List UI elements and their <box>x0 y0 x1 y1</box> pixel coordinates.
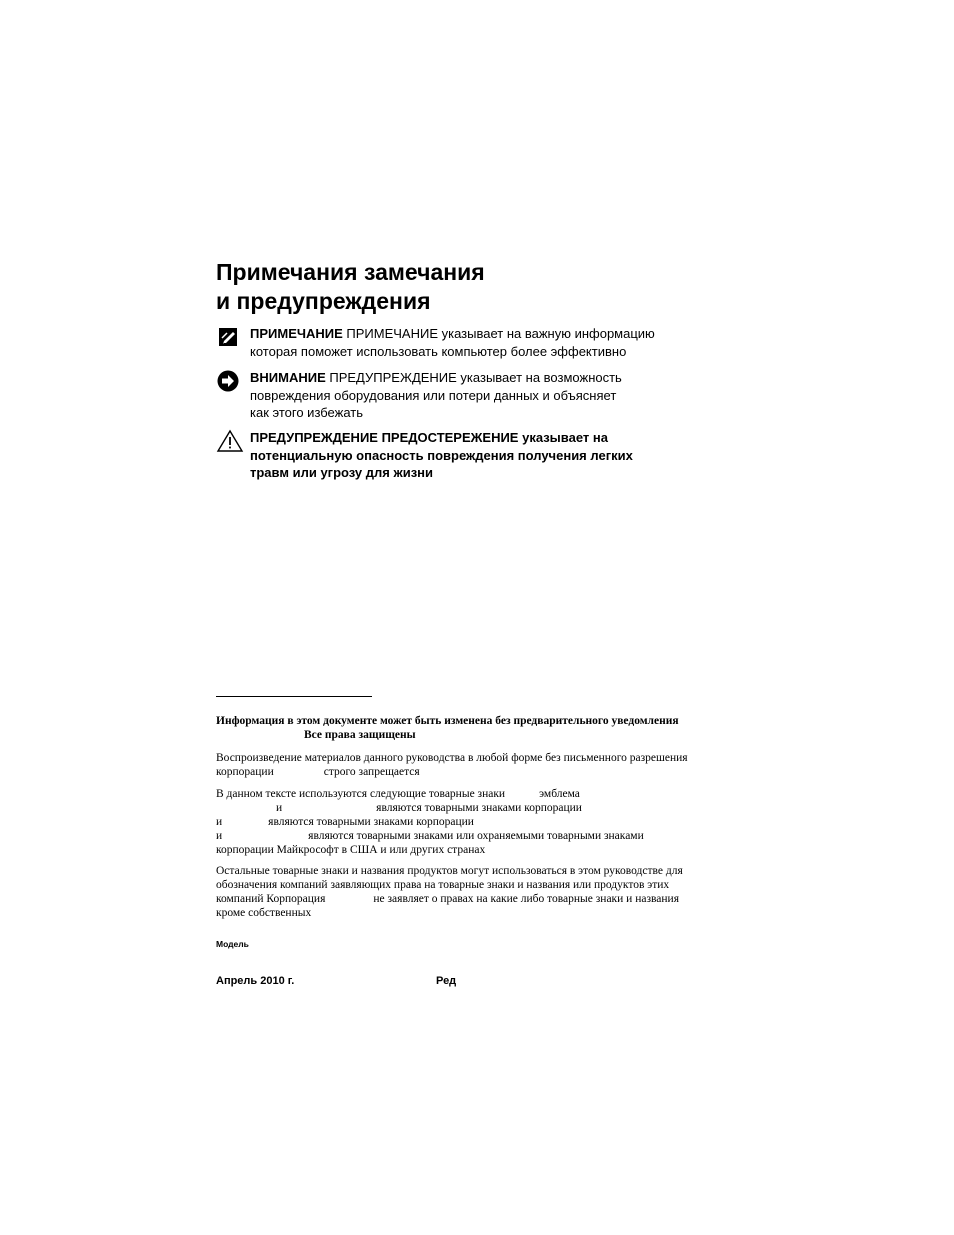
warning-line-3: травм или угрозу для жизни <box>250 465 433 480</box>
other-line-2: обозначения компаний заявляющих права на товарные знаки и названия или продуктов этих <box>216 879 670 891</box>
repro-line-1: Воспроизведение материалов данного руководства в любой форме без письменного разрешения <box>216 752 688 764</box>
warning-line-1: ПРЕДУПРЕЖДЕНИЕ ПРЕДОСТЕРЕЖЕНИЕ указывает на <box>250 430 608 445</box>
footer-date: Апрель 2010 г. <box>216 975 295 987</box>
tm-line-3a: и <box>216 816 223 828</box>
trademarks-paragraph <box>216 787 716 857</box>
info-paragraph <box>216 714 716 742</box>
notice-text <box>250 369 690 422</box>
title-line-2: и предупреждения <box>216 288 431 314</box>
note-pencil-icon <box>216 325 240 349</box>
title-line-1: Примечания замечания <box>216 259 485 285</box>
other-line-3b: не заявляет о правах на какие либо товарные знаки и названия <box>373 893 679 905</box>
repro-line-2a: корпорации <box>216 766 274 778</box>
arrow-circle-icon <box>216 369 240 393</box>
other-line-1: Остальные товарные знаки и названия продуктов могут использоваться в этом руководстве для <box>216 865 683 877</box>
warning-line-2: потенциальную опасность повреждения получения легких <box>250 447 633 463</box>
tm-line-1b: эмблема <box>539 788 580 800</box>
warning-text <box>250 429 690 482</box>
page-title <box>216 258 485 316</box>
divider-line <box>216 696 372 697</box>
other-line-4: кроме собственных <box>216 907 312 919</box>
note-line-2: которая поможет использовать компьютер более эффективно <box>250 343 627 359</box>
tm-line-2b: являются товарными знаками корпорации <box>376 802 582 814</box>
tm-line-5: корпорации Майкрософт в США и или других странах <box>216 844 486 856</box>
note-text <box>250 325 690 360</box>
other-trademarks-paragraph <box>216 864 716 920</box>
warning-triangle-icon <box>216 429 240 453</box>
footer-revision: Ред <box>436 975 457 987</box>
other-line-3a: компаний Корпорация <box>216 893 326 905</box>
notice-label: ВНИМАНИЕ <box>250 370 326 385</box>
tm-line-4a: и <box>216 830 223 842</box>
tm-line-3b: являются товарными знаками корпорации <box>268 816 474 828</box>
info-line-1: Информация в этом документе может быть изменена без предварительного уведомления <box>216 715 679 727</box>
note-line-1: ПРИМЕЧАНИЕ указывает на важную информацию <box>342 326 655 341</box>
notice-line-3: как этого избежать <box>250 405 364 420</box>
repro-line-2b: строго запрещается <box>323 766 420 778</box>
notice-line-2: повреждения оборудования или потери данных и объясняет <box>250 387 617 403</box>
notice-line-1: ПРЕДУПРЕЖДЕНИЕ указывает на возможность <box>325 370 622 385</box>
model-label: Модель <box>216 939 249 949</box>
note-label: ПРИМЕЧАНИЕ <box>250 326 343 341</box>
info-line-2: Все права защищены <box>304 729 416 741</box>
tm-line-2a: и <box>276 802 283 814</box>
tm-line-1a: В данном тексте используются следующие товарные знаки <box>216 788 506 800</box>
reproduction-paragraph <box>216 751 716 779</box>
tm-line-4b: являются товарными знаками или охраняемыми товарными знаками <box>308 830 644 842</box>
